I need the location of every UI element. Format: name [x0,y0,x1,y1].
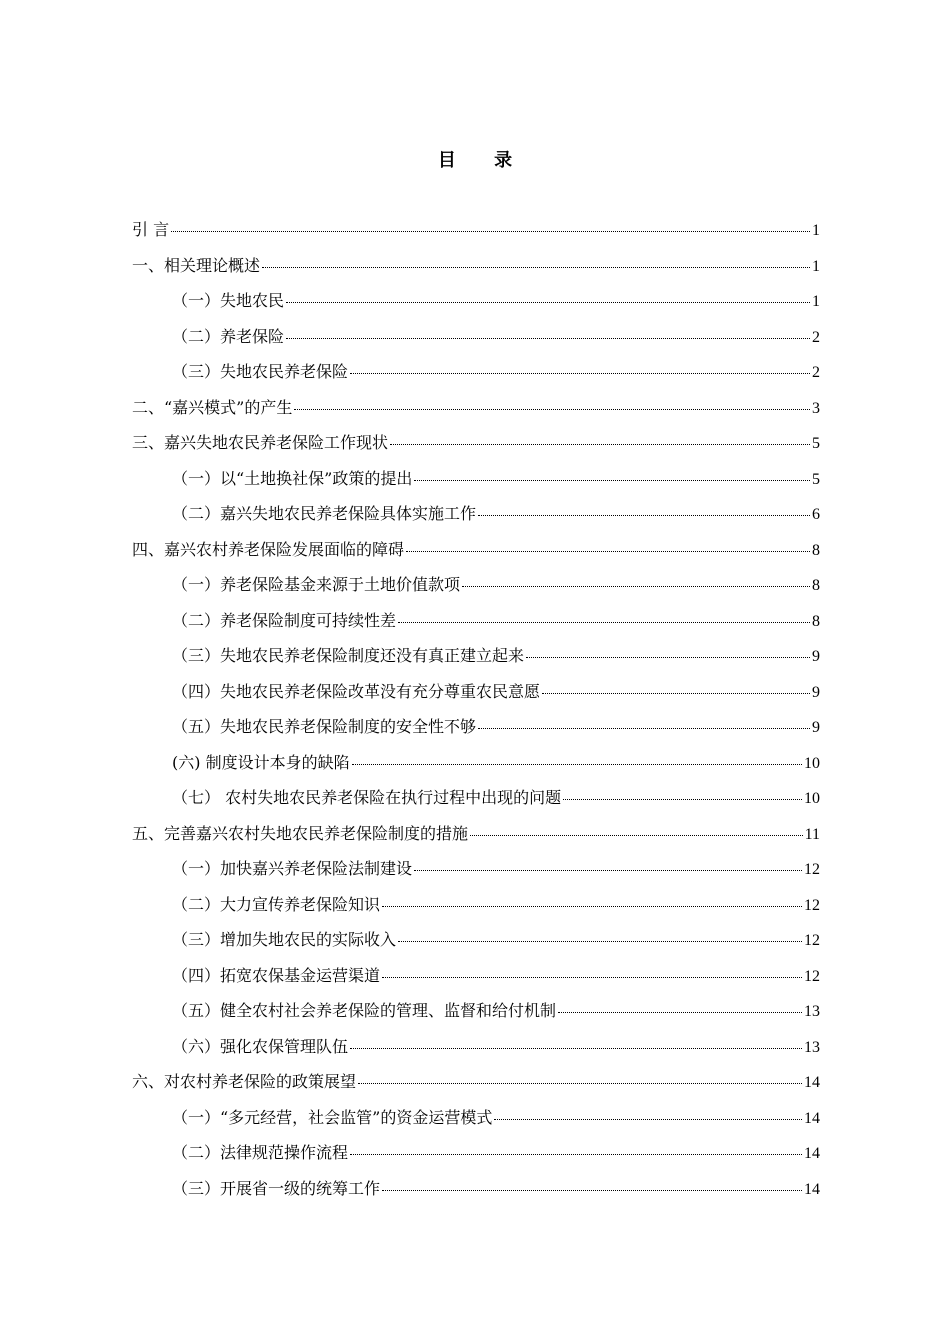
toc-entry[interactable] [132,922,820,958]
toc-entry[interactable] [132,1100,820,1136]
toc-entry-page-number: 12 [804,932,820,949]
toc-entry-page-number: 6 [812,506,820,523]
toc-dot-leader [478,515,810,516]
toc-entry-label: （六）强化农保管理队伍 [172,1036,349,1056]
toc-entry-page-number: 12 [804,861,820,878]
toc-entry-page-number: 10 [804,790,820,807]
toc-entry[interactable] [132,1171,820,1207]
toc-dot-leader [542,693,810,694]
toc-dot-leader [462,586,810,587]
toc-entry[interactable] [132,390,820,426]
toc-entry[interactable] [132,1029,820,1065]
toc-entry-page-number: 14 [804,1145,820,1162]
toc-dot-leader [494,1119,802,1120]
toc-entry-label: （一）“多元经营，社会监管”的资金运营模式 [172,1107,493,1127]
toc-entry[interactable] [132,567,820,603]
toc-entry-page-number: 8 [812,577,820,594]
toc-entry-label: （四）失地农民养老保险改革没有充分尊重农民意愿 [172,681,541,701]
toc-entry[interactable] [132,283,820,319]
toc-entry-label: （四）拓宽农保基金运营渠道 [172,965,381,985]
toc-entry[interactable] [132,532,820,568]
toc-entry-label: （二）大力宣传养老保险知识 [172,894,381,914]
toc-entry-page-number: 9 [812,719,820,736]
toc-dot-leader [350,373,810,374]
toc-entry[interactable] [132,354,820,390]
toc-entry-label: （五）失地农民养老保险制度的安全性不够 [172,717,477,736]
toc-entry-label: （三）增加失地农民的实际收入 [172,930,397,949]
toc-dot-leader [286,338,810,339]
toc-dot-leader [470,835,803,836]
toc-dot-leader [398,622,810,623]
toc-entry-label: （二）嘉兴失地农民养老保险具体实施工作 [172,504,477,523]
toc-entry[interactable] [132,248,820,284]
toc-dot-leader [558,1012,802,1013]
toc-entry[interactable] [132,1135,820,1171]
toc-entry-page-number: 13 [804,1038,820,1056]
toc-dot-leader [262,267,810,268]
toc-dot-leader [398,941,802,942]
toc-entry-page-number: 12 [804,967,820,985]
toc-entry-page-number: 10 [804,754,820,772]
toc-entry-label: （一）加快嘉兴养老保险法制建设 [172,859,413,878]
toc-dot-leader [171,231,810,232]
toc-entry-label: （七） 农村失地农民养老保险在执行过程中出现的问题 [172,788,562,807]
toc-entry-label: （二）养老保险 [172,326,285,346]
toc-entry-page-number: 5 [812,470,820,488]
toc-entry-page-number: 2 [812,328,820,346]
toc-entry-page-number: 11 [804,825,820,843]
toc-entry-page-number: 9 [812,648,820,665]
table-of-contents [132,212,820,1206]
toc-entry-page-number: 1 [812,257,820,275]
toc-dot-leader [563,799,802,800]
toc-entry-page-number: 2 [812,364,820,381]
toc-entry[interactable] [132,319,820,355]
toc-dot-leader [414,480,810,481]
toc-dot-leader [390,444,810,445]
toc-entry-label: （一）养老保险基金来源于土地价值款项 [172,575,461,594]
toc-dot-leader [350,1048,802,1049]
toc-entry[interactable] [132,425,820,461]
toc-entry-page-number: 14 [804,1109,820,1127]
toc-entry[interactable] [132,816,820,852]
toc-dot-leader [286,302,810,303]
toc-dot-leader [406,551,810,552]
toc-entry[interactable] [132,887,820,923]
toc-entry[interactable] [132,496,820,532]
toc-entry-label: 六、对农村养老保险的政策展望 [132,1072,357,1091]
toc-title: 目 录 [437,150,529,171]
toc-entry-page-number: 9 [812,683,820,701]
toc-dot-leader [382,1190,802,1191]
toc-dot-leader [382,906,802,907]
toc-entry-label: 四、嘉兴农村养老保险发展面临的障碍 [132,539,405,559]
toc-entry-label: 三、嘉兴失地农民养老保险工作现状 [132,433,389,452]
toc-entry[interactable] [132,1064,820,1100]
toc-entry[interactable] [132,212,820,248]
toc-entry[interactable] [132,851,820,887]
toc-entry[interactable] [132,674,820,710]
toc-dot-leader [414,870,802,871]
toc-dot-leader [350,1154,802,1155]
toc-entry-label: （三）失地农民养老保险 [172,362,349,381]
toc-entry-page-number: 1 [812,293,820,310]
toc-entry-page-number: 8 [812,612,820,630]
toc-entry-page-number: 13 [804,1003,820,1020]
toc-entry-label: （三）失地农民养老保险制度还没有真正建立起来 [172,646,525,665]
toc-entry[interactable] [132,745,820,781]
toc-entry-label: 二、“嘉兴模式”的产生 [132,397,293,417]
toc-entry-page-number: 12 [804,896,820,914]
toc-entry-label: （五）健全农村社会养老保险的管理、监督和给付机制 [172,1001,557,1020]
toc-entry-page-number: 1 [812,222,820,239]
toc-dot-leader [478,728,810,729]
toc-entry[interactable] [132,461,820,497]
toc-entry-label: (六) 制度设计本身的缺陷 [172,752,350,772]
toc-entry-label: （一）以“土地换社保”政策的提出 [172,468,413,488]
toc-entry-label: 一、相关理论概述 [132,255,261,275]
toc-entry-label: （二）养老保险制度可持续性差 [172,610,397,630]
toc-entry-label: 五、完善嘉兴农村失地农民养老保险制度的措施 [132,823,469,843]
toc-entry-page-number: 14 [804,1180,820,1198]
toc-entry[interactable] [132,603,820,639]
toc-entry[interactable] [132,709,820,745]
toc-entry-page-number: 14 [804,1074,820,1091]
toc-entry-page-number: 3 [812,399,820,417]
toc-dot-leader [382,977,802,978]
toc-dot-leader [352,764,802,765]
toc-dot-leader [294,409,810,410]
toc-entry[interactable] [132,958,820,994]
toc-entry[interactable] [132,780,820,816]
toc-entry-page-number: 8 [812,541,820,559]
toc-entry-label: （一）失地农民 [172,291,285,310]
toc-dot-leader [526,657,810,658]
toc-entry-label: （三）开展省一级的统筹工作 [172,1178,381,1198]
toc-entry-label: （二）法律规范操作流程 [172,1143,349,1162]
toc-entry-label: 引 言 [132,220,170,239]
toc-entry-page-number: 5 [812,435,820,452]
toc-entry[interactable] [132,638,820,674]
toc-dot-leader [358,1083,802,1084]
toc-entry[interactable] [132,993,820,1029]
